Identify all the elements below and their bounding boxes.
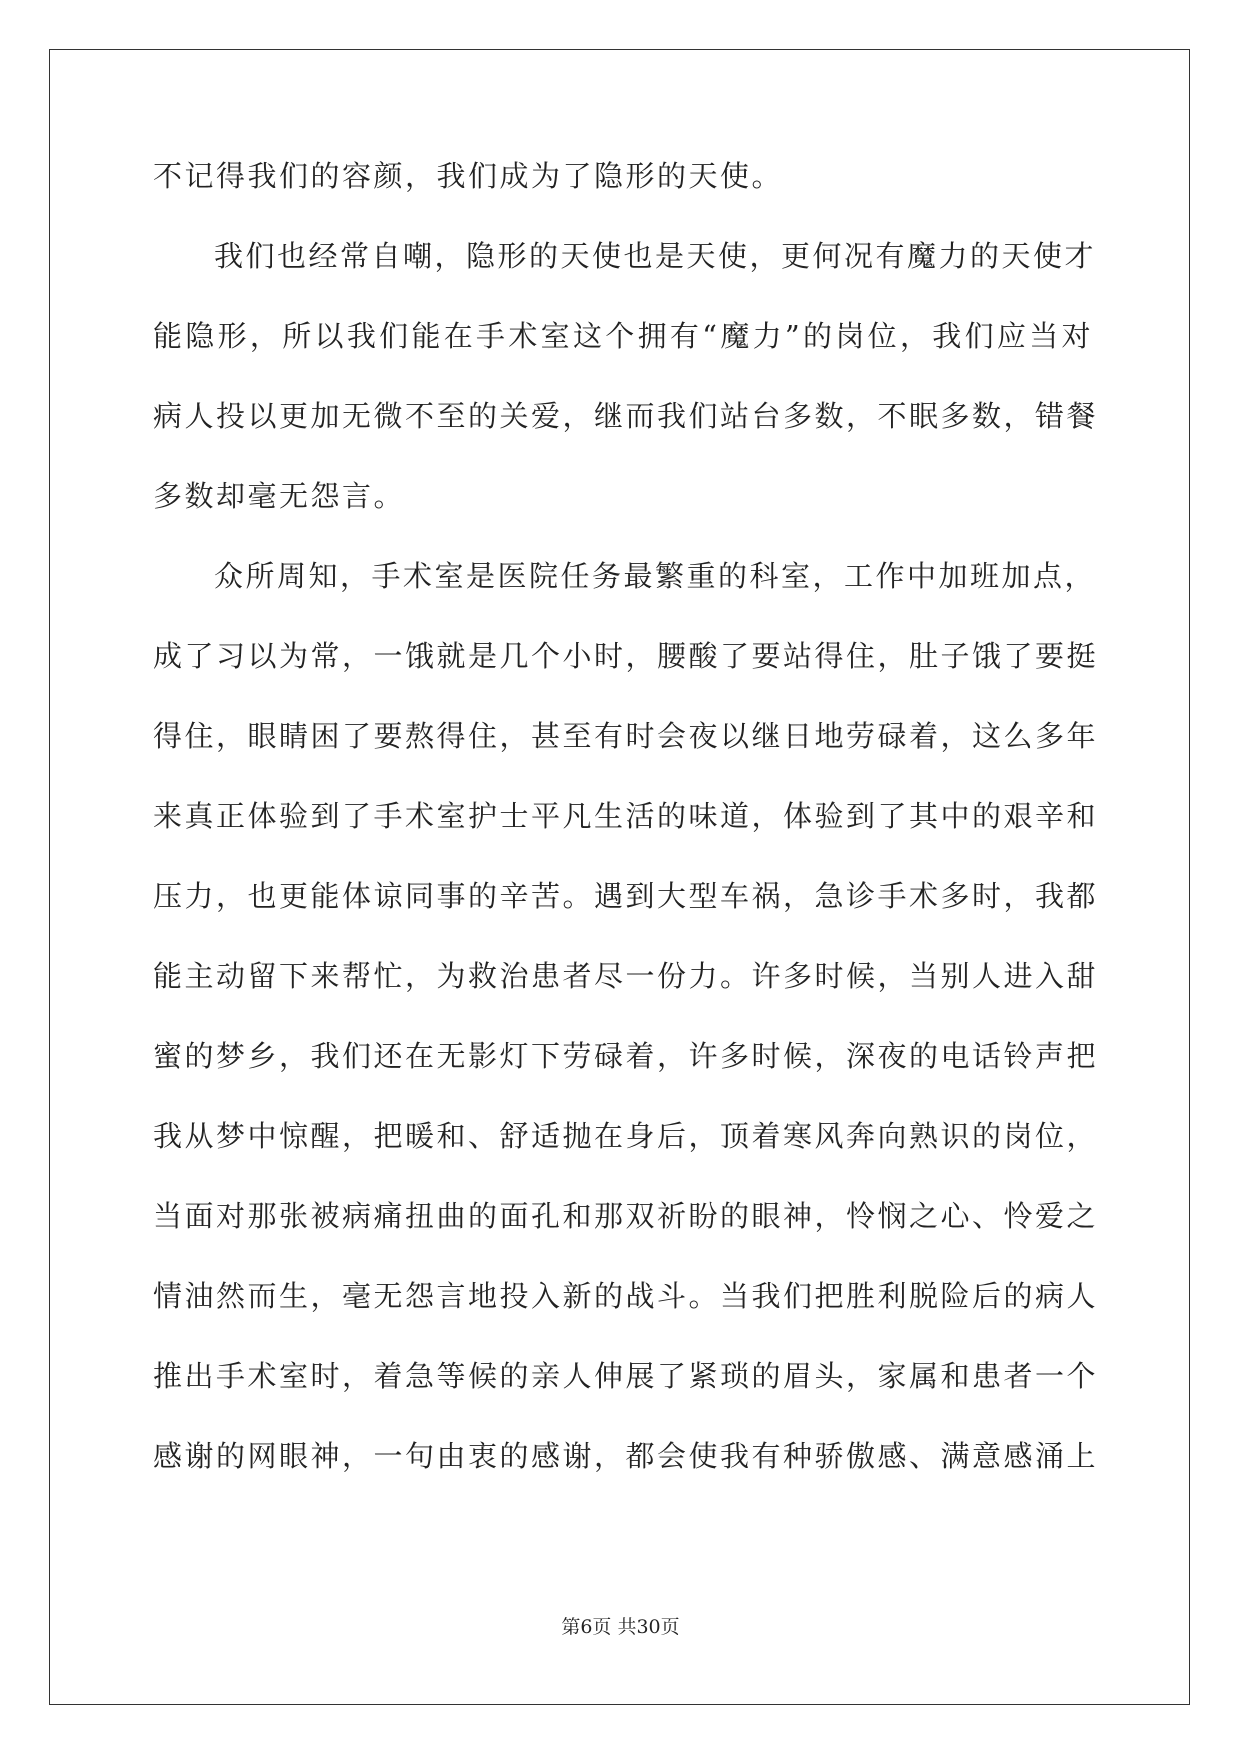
text-line: 我们也经常自嘲，隐形的天使也是天使，更何况有魔力的天使才 (214, 239, 1097, 273)
text-line: 多数却毫无怨言。 (153, 479, 406, 513)
document-body (153, 159, 1099, 1521)
text-line: 得住，眼睛困了要熬得住，甚至有时会夜以继日地劳碌着，这么多年 (153, 719, 1099, 753)
text-line: 感谢的网眼神，一句由衷的感谢，都会使我有种骄傲感、满意感涌上 (153, 1439, 1099, 1473)
text-line: 蜜的梦乡，我们还在无影灯下劳碌着，许多时候，深夜的电话铃声把 (153, 1039, 1099, 1073)
page-number: 第6页 共30页 (561, 1616, 680, 1638)
text-line: 病人投以更加无微不至的关爱，继而我们站台多数，不眠多数，错餐 (153, 399, 1099, 433)
text-line: 能隐形，所以我们能在手术室这个拥有“魔力”的岗位，我们应当对 (153, 319, 1093, 353)
text-line: 能主动留下来帮忙，为救治患者尽一份力。许多时候，当别人进入甜 (153, 959, 1099, 993)
text-line: 情油然而生，毫无怨言地投入新的战斗。当我们把胜利脱险后的病人 (153, 1279, 1099, 1313)
text-line: 我从梦中惊醒，把暖和、舒适抛在身后，顶着寒风奔向熟识的岗位， (153, 1119, 1099, 1153)
text-line: 众所周知，手术室是医院任务最繁重的科室，工作中加班加点， (214, 559, 1097, 593)
text-line: 推出手术室时，着急等候的亲人伸展了紧琐的眉头，家属和患者一个 (153, 1359, 1099, 1393)
text-line: 来真正体验到了手术室护士平凡生活的味道，体验到了其中的艰辛和 (153, 799, 1099, 833)
text-line: 不记得我们的容颜，我们成为了隐形的天使。 (153, 159, 784, 193)
text-line: 压力，也更能体谅同事的辛苦。遇到大型车祸，急诊手术多时，我都 (153, 879, 1099, 913)
text-line: 成了习以为常，一饿就是几个小时，腰酸了要站得住，肚子饿了要挺 (153, 639, 1099, 673)
text-line: 当面对那张被病痛扭曲的面孔和那双祈盼的眼神，怜悯之心、怜爱之 (153, 1199, 1099, 1233)
